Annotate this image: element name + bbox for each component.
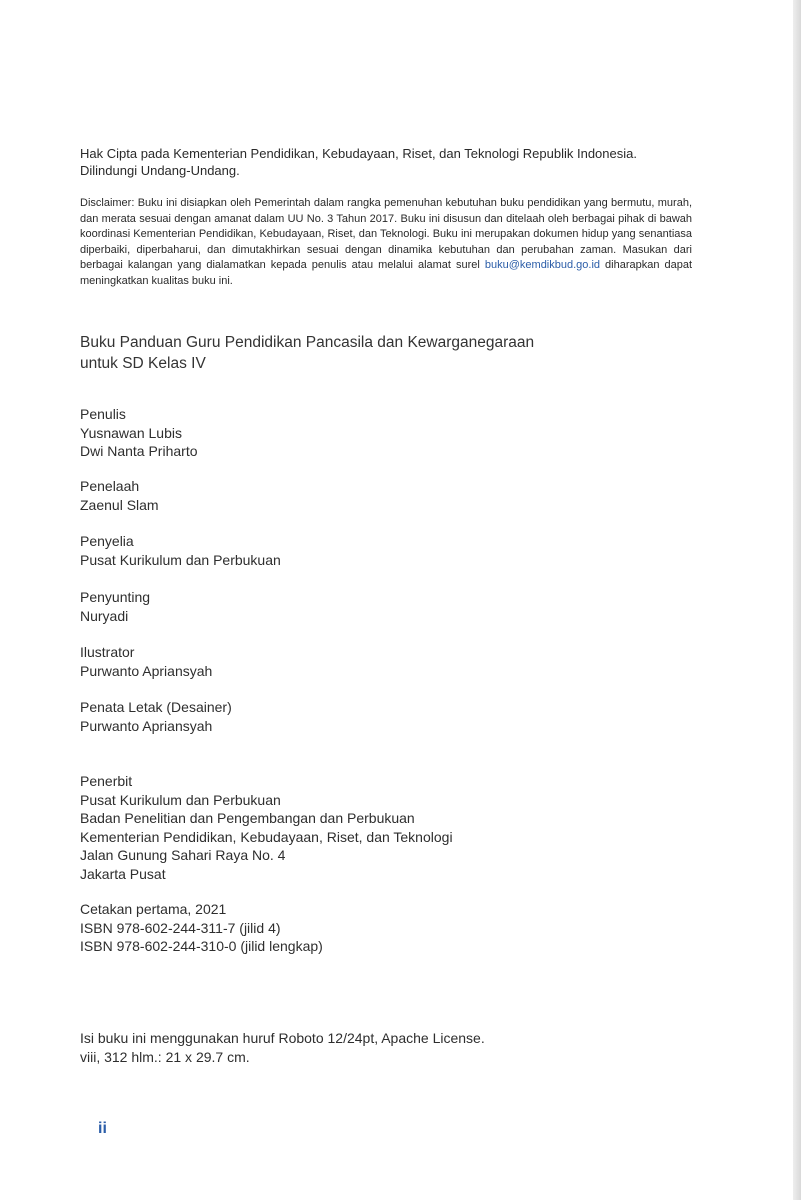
publisher-line: Pusat Kurikulum dan Perbukuan: [80, 791, 281, 808]
credit-penyunting: [80, 588, 150, 625]
credit-name: Purwanto Apriansyah: [80, 717, 213, 734]
credit-name: Dwi Nanta Priharto: [80, 443, 198, 459]
edition-block: [80, 900, 323, 956]
printing-line: Cetakan pertama, 2021: [80, 901, 227, 917]
license-block: [80, 1029, 485, 1067]
publisher-line: Jakarta Pusat: [80, 865, 166, 882]
publisher-line: Badan Penelitian dan Pengembangan dan Perbukuan: [80, 810, 415, 826]
credit-name: Purwanto Apriansyah: [80, 662, 213, 679]
copyright-line: Hak Cipta pada Kementerian Pendidikan, Kebudayaan, Riset, dan Teknologi Republik Indonesia.: [80, 146, 637, 161]
disclaimer-text-end: diharapkan dapat meningkatkan kualitas buku ini.: [80, 259, 693, 287]
book-title-line: Buku Panduan Guru Pendidikan Pancasila dan Kewarganegaraan: [80, 334, 535, 351]
book-title-line: untuk SD Kelas IV: [80, 355, 206, 372]
credit-penelaah: [80, 477, 159, 514]
credit-name: Nuryadi: [80, 607, 129, 624]
credit-label: Ilustrator: [80, 644, 135, 660]
disclaimer-text: Disclaimer: Buku ini disiapkan oleh Pemerintah dalam rangka pemenuhan kebutuhan buku pendidikan yang bermutu, murah, dan merata sesuai dengan amanat dalam UU No. 3 Tahun 2017. Buku ini disusun dan ditelaah oleh berbagai pihak di bawah koordinasi Kementerian Pendidikan, Kebudayaan, Riset, dan Teknologi. Buku ini merupakan dokumen hidup yang senantiasa diperbaiki, diperbaharui, dan dimutakhirkan sesuai dengan dinamika kebutuhan dan perubahan zaman. Masukan dari berbagai kalangan yang dialamatkan kepada penulis atau melalui alamat surel: [80, 197, 692, 272]
credit-label: Penata Letak (Desainer): [80, 699, 232, 715]
book-title: [80, 332, 640, 374]
credit-penata-letak: [80, 698, 232, 735]
protection-line: Dilindungi Undang-Undang.: [80, 163, 240, 178]
page-edge: [793, 0, 801, 1200]
credit-name: Yusnawan Lubis: [80, 424, 182, 441]
isbn-volume: ISBN 978-602-244-311-7 (jilid 4): [80, 919, 281, 936]
publisher-line: Jalan Gunung Sahari Raya No. 4: [80, 847, 286, 863]
credit-penyelia: [80, 532, 281, 569]
page-number: ii: [98, 1120, 107, 1137]
credit-label: Penyelia: [80, 533, 134, 549]
credit-penulis: [80, 405, 198, 461]
physical-description: viii, 312 hlm.: 21 x 29.7 cm.: [80, 1049, 250, 1065]
font-license-line: Isi buku ini menggunakan huruf Roboto 12/24pt, Apache License.: [80, 1030, 485, 1046]
credit-label: Penulis: [80, 406, 126, 422]
isbn-complete: ISBN 978-602-244-310-0 (jilid lengkap): [80, 938, 323, 954]
email-link[interactable]: buku@kemdikbud.go.id: [484, 259, 601, 272]
credit-label: Penelaah: [80, 478, 140, 494]
credit-name: Pusat Kurikulum dan Perbukuan: [80, 551, 281, 568]
publisher-label: Penerbit: [80, 773, 133, 789]
credit-label: Penyunting: [80, 589, 151, 605]
credit-ilustrator: [80, 643, 212, 680]
publisher-block: [80, 772, 453, 883]
credit-name: Zaenul Slam: [80, 496, 159, 513]
copyright-notice: [80, 145, 695, 179]
disclaimer: [80, 196, 692, 290]
publisher-line: Kementerian Pendidikan, Kebudayaan, Riset, dan Teknologi: [80, 828, 453, 845]
